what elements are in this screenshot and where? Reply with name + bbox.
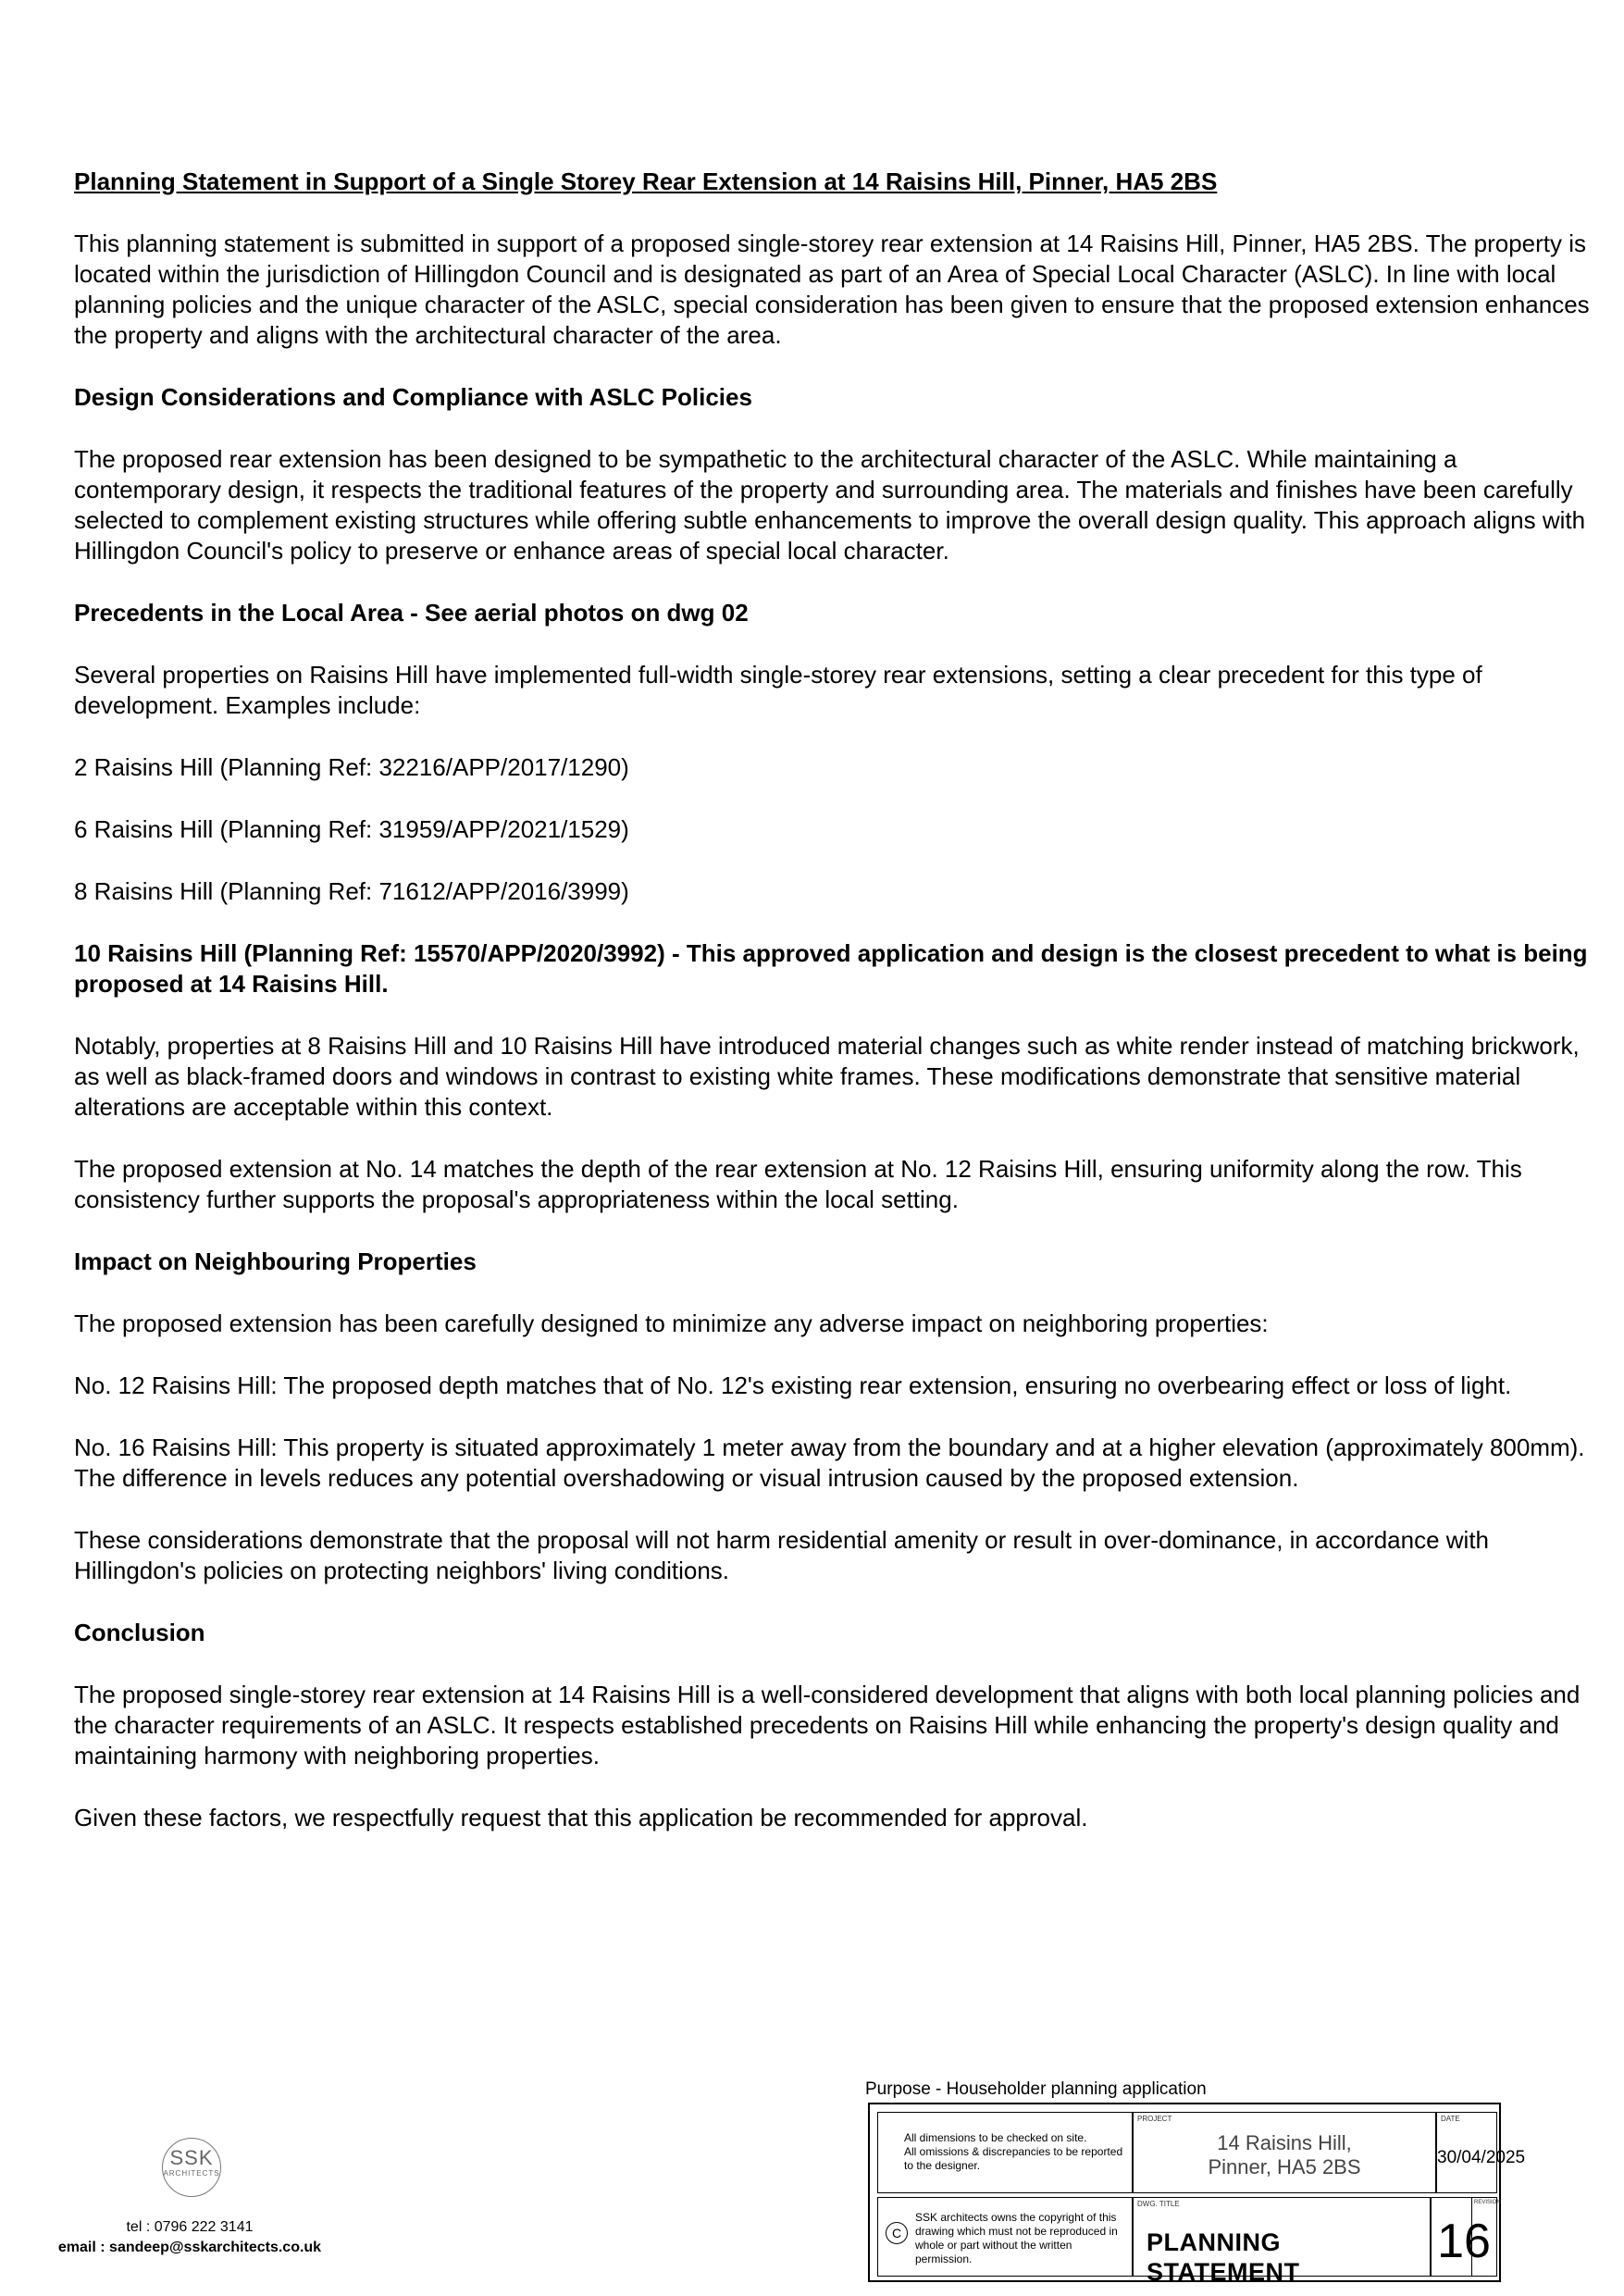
revision-cell <box>1471 2197 1501 2277</box>
copyright-line: whole or part without the written permission. <box>915 2239 1072 2265</box>
planning-statement <box>74 167 1601 1865</box>
notes-cell <box>877 2112 1133 2193</box>
copyright-line: drawing which must not be reproduced in <box>915 2225 1118 2238</box>
conclusion-paragraph: The proposed single-storey rear extension at 14 Raisins Hill is a well-considered development that aligns with both local planning policies and the character requirements of an ASLC. It respects established precedents on Raisins Hill while enhancing the property's design quality and maintaining harmony with neighboring properties. <box>74 1681 1581 1769</box>
closing-paragraph: Given these factors, we respectfully request that this application be recommended for approval. <box>74 1804 1088 1831</box>
notes-line: All dimensions to be checked on site. <box>904 2131 1087 2144</box>
purpose-label: Purpose - Householder planning application <box>865 2079 1207 2099</box>
date-cell <box>1436 2112 1526 2193</box>
project-cell <box>1133 2112 1436 2193</box>
project-line: 14 Raisins Hill, <box>1217 2131 1352 2154</box>
project-line: Pinner, HA5 2BS <box>1208 2155 1361 2178</box>
document-title: Planning Statement in Support of a Single Storey Rear Extension at 14 Raisins Hill, Pinner, HA5 2BS <box>74 168 1218 195</box>
drawing-title-label: DWG. TITLE <box>1137 2200 1180 2208</box>
impact-summary: These considerations demonstrate that the proposal will not harm residential amenity or result in over-dominance, in accordance with Hillingdon's policies on protecting neighbors' living conditions. <box>74 1526 1489 1584</box>
intro-paragraph: This planning statement is submitted in support of a proposed single-storey rear extension at 14 Raisins Hill, Pinner, HA5 2BS. The property is located within the jurisdiction of Hillingdon Council and is designated as part of an Area of Special Local Character (ASLC). In line with local planning policies and the unique character of the ASLC, special consideration has been given to ensure that the proposed extension enhances the property and aligns with the architectural character of the area. <box>74 230 1590 349</box>
impact-intro: The proposed extension has been carefully designed to minimize any adverse impact on neighboring properties: <box>74 1309 1269 1337</box>
copyright-cell <box>877 2197 1133 2277</box>
notes-text <box>904 2131 1122 2173</box>
conclusion-heading: Conclusion <box>74 1619 205 1646</box>
impact-no16: No. 16 Raisins Hill: This property is situated approximately 1 meter away from the boundary and at a higher elevation (approximately 800mm). The difference in levels reduces any potential overshadowing or visual intrusion caused by the proposed extension. <box>74 1433 1585 1492</box>
drawing-title: PLANNING STATEMENT <box>1147 2228 1300 2286</box>
contact-email: email : sandeep@sskarchitects.co.uk <box>57 2240 322 2255</box>
copyright-line: SSK architects owns the copyright of this <box>915 2211 1117 2224</box>
impact-no12: No. 12 Raisins Hill: The proposed depth matches that of No. 12's existing rear extension, ensuring no overbearing effect or loss of light. <box>74 1371 1512 1399</box>
notes-line: All omissions & discrepancies to be reported <box>904 2145 1123 2158</box>
date-label: DATE <box>1441 2115 1460 2123</box>
impact-heading: Impact on Neighbouring Properties <box>74 1247 477 1275</box>
design-heading: Design Considerations and Compliance with ASLC Policies <box>74 383 752 411</box>
notes-line: to the designer. <box>904 2159 981 2172</box>
drawing-number: 16 <box>1437 2215 1491 2268</box>
precedents-heading: Precedents in the Local Area - See aerial photos on dwg 02 <box>74 599 749 627</box>
logo-sub-text: ARCHITECTS <box>163 2169 220 2178</box>
ssk-logo <box>162 2138 221 2197</box>
depth-paragraph: The proposed extension at No. 14 matches the depth of the rear extension at No. 12 Raisins Hill, ensuring uniformity along the row. This consistency further supports the proposal's appropriateness within the local setting. <box>74 1155 1522 1213</box>
precedent-item: 8 Raisins Hill (Planning Ref: 71612/APP/2016/3999) <box>74 877 629 905</box>
copyright-icon: C <box>886 2222 908 2244</box>
revision-label: REVISION <box>1474 2200 1501 2205</box>
project-label: PROJECT <box>1137 2115 1172 2123</box>
drawing-title-cell <box>1133 2197 1431 2286</box>
contact-tel: tel : 0796 222 3141 <box>126 2219 254 2235</box>
design-paragraph: The proposed rear extension has been designed to be sympathetic to the architectural character of the ASLC. While maintaining a contemporary design, it respects the traditional features of the property and surrounding area. The materials and finishes have been carefully selected to complement existing structures while offering subtle enhancements to improve the overall design quality. This approach aligns with Hillingdon Council's policy to preserve or enhance areas of special local character. <box>74 445 1586 565</box>
materials-paragraph: Notably, properties at 8 Raisins Hill and 10 Raisins Hill have introduced material changes such as white render instead of matching brickwork, as well as black-framed doors and windows in contrast to existing white frames. These modifications demonstrate that sensitive material alterations are acceptable within this context. <box>74 1032 1580 1121</box>
copyright-text <box>915 2211 1132 2266</box>
precedent-item: 6 Raisins Hill (Planning Ref: 31959/APP/2021/1529) <box>74 815 629 843</box>
logo-main-text: SSK <box>169 2146 214 2169</box>
title-block <box>868 2103 1526 2286</box>
contact-details <box>28 2217 352 2258</box>
precedent-item: 2 Raisins Hill (Planning Ref: 32216/APP/2017/1290) <box>74 753 629 781</box>
date-value: 30/04/2025 <box>1437 2148 1526 2167</box>
precedent-item-closest: 10 Raisins Hill (Planning Ref: 15570/APP/2020/3992) - This approved application and design is the closest precedent to what is being proposed at 14 Raisins Hill. <box>74 939 1588 998</box>
project-name <box>1134 2131 1435 2179</box>
precedents-intro: Several properties on Raisins Hill have implemented full-width single-storey rear extensions, setting a clear precedent for this type of development. Examples include: <box>74 661 1482 719</box>
